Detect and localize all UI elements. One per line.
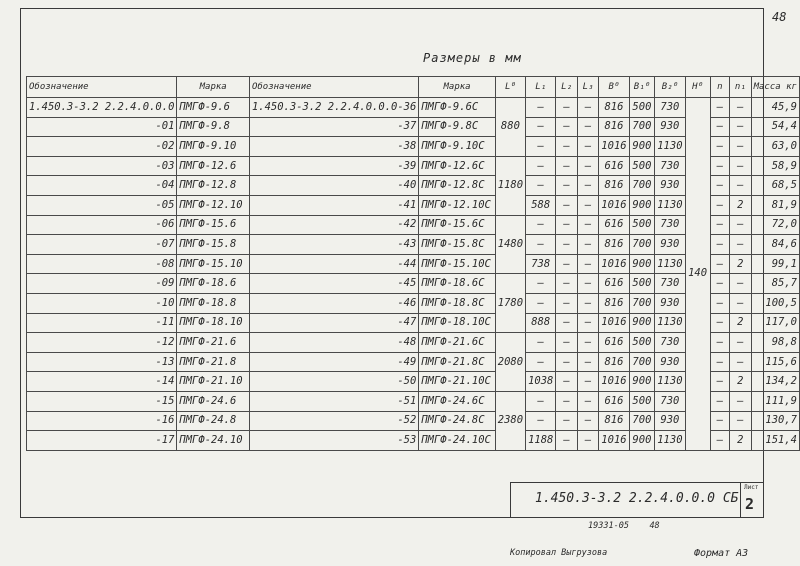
mass-cell: 117,0 xyxy=(751,313,799,333)
designation-cell: -43 xyxy=(249,235,418,255)
table-row xyxy=(27,215,800,235)
l3-cell: — xyxy=(577,352,598,372)
n-cell: — xyxy=(710,195,729,215)
designation-cell: -39 xyxy=(249,156,418,176)
l2-cell: — xyxy=(556,98,577,118)
mark-cell: ПМГФ-9.6 xyxy=(177,98,250,118)
height-cell: 140 xyxy=(685,98,710,451)
b1-cell: 700 xyxy=(629,352,655,372)
l2-cell: — xyxy=(556,235,577,255)
b-cell: 816 xyxy=(599,293,629,313)
l1-cell: — xyxy=(526,391,556,411)
l1-cell: — xyxy=(526,411,556,431)
n1-cell: — xyxy=(730,137,751,157)
mark-cell: ПМГФ-21.10С xyxy=(419,372,495,392)
mark-cell: ПМГФ-12.10 xyxy=(177,195,250,215)
l1-cell: — xyxy=(526,176,556,196)
l1-cell: 738 xyxy=(526,254,556,274)
mass-cell: 99,1 xyxy=(751,254,799,274)
b-cell: 1016 xyxy=(599,431,629,451)
b-cell: 616 xyxy=(599,274,629,294)
mass-cell: 134,2 xyxy=(751,372,799,392)
footer-doc-id: 19331-05 xyxy=(588,521,629,531)
l1-cell: 1038 xyxy=(526,372,556,392)
designation-cell: -03 xyxy=(27,156,177,176)
mark-cell: ПМГФ-18.10 xyxy=(177,313,250,333)
length-cell: 2380 xyxy=(495,391,525,450)
designation-cell: -15 xyxy=(27,391,177,411)
mark-cell: ПМГФ-15.10С xyxy=(419,254,495,274)
l3-cell: — xyxy=(577,98,598,118)
table-row xyxy=(27,117,800,137)
copied-by: Копировал Выгрузова xyxy=(510,548,608,558)
l1-cell: — xyxy=(526,235,556,255)
mark-cell: ПМГФ-12.6С xyxy=(419,156,495,176)
mark-cell: ПМГФ-15.8 xyxy=(177,235,250,255)
l2-cell: — xyxy=(556,372,577,392)
mark-cell: ПМГФ-18.6 xyxy=(177,274,250,294)
n-cell: — xyxy=(710,235,729,255)
b-cell: 1016 xyxy=(599,313,629,333)
b1-cell: 700 xyxy=(629,235,655,255)
b1-cell: 700 xyxy=(629,411,655,431)
table-row xyxy=(27,254,800,274)
b2-cell: 930 xyxy=(655,176,685,196)
b2-cell: 730 xyxy=(655,98,685,118)
designation-cell: -01 xyxy=(27,117,177,137)
n-cell: — xyxy=(710,293,729,313)
mark-cell: ПМГФ-12.8 xyxy=(177,176,250,196)
b2-cell: 930 xyxy=(655,352,685,372)
n1-cell: — xyxy=(730,293,751,313)
n-cell: — xyxy=(710,391,729,411)
l3-cell: — xyxy=(577,313,598,333)
designation-cell: -44 xyxy=(249,254,418,274)
n-cell: — xyxy=(710,274,729,294)
b1-cell: 700 xyxy=(629,293,655,313)
designation-cell: -07 xyxy=(27,235,177,255)
n1-cell: — xyxy=(730,235,751,255)
length-cell: 1480 xyxy=(495,215,525,274)
l2-cell: — xyxy=(556,117,577,137)
b2-cell: 930 xyxy=(655,411,685,431)
b2-cell: 1130 xyxy=(655,195,685,215)
mark-cell: ПМГФ-21.8С xyxy=(419,352,495,372)
column-header: n xyxy=(710,77,729,98)
l2-cell: — xyxy=(556,391,577,411)
mass-cell: 115,6 xyxy=(751,352,799,372)
designation-cell: -10 xyxy=(27,293,177,313)
document-code: 1.450.3-3.2 2.2.4.0.0.0 СБ xyxy=(535,491,739,506)
designation-cell: -02 xyxy=(27,137,177,157)
n-cell: — xyxy=(710,313,729,333)
n1-cell: 2 xyxy=(730,195,751,215)
mass-cell: 45,9 xyxy=(751,98,799,118)
mark-cell: ПМГФ-15.8С xyxy=(419,235,495,255)
designation-cell: -53 xyxy=(249,431,418,451)
n-cell: — xyxy=(710,372,729,392)
designation-cell: -12 xyxy=(27,333,177,353)
table-row xyxy=(27,274,800,294)
footer-doc-number xyxy=(588,521,660,531)
b2-cell: 930 xyxy=(655,117,685,137)
n-cell: — xyxy=(710,137,729,157)
designation-cell: -09 xyxy=(27,274,177,294)
b1-cell: 900 xyxy=(629,254,655,274)
n-cell: — xyxy=(710,176,729,196)
designation-cell: -14 xyxy=(27,372,177,392)
column-header: n₁ xyxy=(730,77,751,98)
column-header: Марка xyxy=(419,77,495,98)
n1-cell: 2 xyxy=(730,313,751,333)
b2-cell: 730 xyxy=(655,156,685,176)
n-cell: — xyxy=(710,156,729,176)
mass-cell: 85,7 xyxy=(751,274,799,294)
n1-cell: — xyxy=(730,391,751,411)
table-row xyxy=(27,195,800,215)
l2-cell: — xyxy=(556,333,577,353)
mark-cell: ПМГФ-18.6С xyxy=(419,274,495,294)
mass-cell: 98,8 xyxy=(751,333,799,353)
b2-cell: 730 xyxy=(655,274,685,294)
sizes-header: Размеры в мм xyxy=(423,51,522,65)
l3-cell: — xyxy=(577,293,598,313)
b-cell: 816 xyxy=(599,352,629,372)
l2-cell: — xyxy=(556,313,577,333)
designation-cell: -48 xyxy=(249,333,418,353)
b2-cell: 1130 xyxy=(655,137,685,157)
mass-cell: 58,9 xyxy=(751,156,799,176)
l2-cell: — xyxy=(556,431,577,451)
b1-cell: 700 xyxy=(629,117,655,137)
mass-cell: 63,0 xyxy=(751,137,799,157)
b2-cell: 730 xyxy=(655,215,685,235)
b-cell: 616 xyxy=(599,391,629,411)
designation-cell: -05 xyxy=(27,195,177,215)
n-cell: — xyxy=(710,352,729,372)
l2-cell: — xyxy=(556,411,577,431)
table-row xyxy=(27,411,800,431)
b2-cell: 730 xyxy=(655,391,685,411)
mark-cell: ПМГФ-9.10С xyxy=(419,137,495,157)
column-header: Обозначение xyxy=(27,77,177,98)
l1-cell: — xyxy=(526,215,556,235)
designation-cell: -41 xyxy=(249,195,418,215)
mass-cell: 72,0 xyxy=(751,215,799,235)
n-cell: — xyxy=(710,411,729,431)
b-cell: 616 xyxy=(599,333,629,353)
l1-cell: 888 xyxy=(526,313,556,333)
designation-cell: -49 xyxy=(249,352,418,372)
column-header: L₃ xyxy=(577,77,598,98)
table-row xyxy=(27,352,800,372)
n-cell: — xyxy=(710,98,729,118)
b2-cell: 1130 xyxy=(655,431,685,451)
mark-cell: ПМГФ-21.6 xyxy=(177,333,250,353)
column-header: H⁰ xyxy=(685,77,710,98)
l2-cell: — xyxy=(556,176,577,196)
l3-cell: — xyxy=(577,176,598,196)
b2-cell: 1130 xyxy=(655,372,685,392)
column-header: Масса кг xyxy=(751,77,799,98)
l3-cell: — xyxy=(577,372,598,392)
l2-cell: — xyxy=(556,195,577,215)
l1-cell: — xyxy=(526,98,556,118)
n1-cell: — xyxy=(730,352,751,372)
b2-cell: 930 xyxy=(655,235,685,255)
b1-cell: 900 xyxy=(629,137,655,157)
column-header: B⁰ xyxy=(599,77,629,98)
designation-cell: 1.450.3-3.2 2.2.4.0.0.0-36 xyxy=(249,98,418,118)
column-header: L₂ xyxy=(556,77,577,98)
l2-cell: — xyxy=(556,352,577,372)
mark-cell: ПМГФ-12.6 xyxy=(177,156,250,176)
l1-cell: — xyxy=(526,293,556,313)
mark-cell: ПМГФ-21.6С xyxy=(419,333,495,353)
n1-cell: 2 xyxy=(730,372,751,392)
length-cell: 2080 xyxy=(495,333,525,392)
n1-cell: — xyxy=(730,333,751,353)
mass-cell: 100,5 xyxy=(751,293,799,313)
designation-cell: -13 xyxy=(27,352,177,372)
mark-cell: ПМГФ-9.6С xyxy=(419,98,495,118)
b2-cell: 930 xyxy=(655,293,685,313)
l2-cell: — xyxy=(556,293,577,313)
table-row xyxy=(27,176,800,196)
b2-cell: 730 xyxy=(655,333,685,353)
designation-cell: -42 xyxy=(249,215,418,235)
b-cell: 1016 xyxy=(599,137,629,157)
designation-cell: -45 xyxy=(249,274,418,294)
mark-cell: ПМГФ-24.6 xyxy=(177,391,250,411)
column-header: L₁ xyxy=(526,77,556,98)
sheet-box xyxy=(740,483,763,517)
mark-cell: ПМГФ-21.8 xyxy=(177,352,250,372)
n1-cell: — xyxy=(730,98,751,118)
mass-cell: 151,4 xyxy=(751,431,799,451)
n1-cell: 2 xyxy=(730,431,751,451)
b1-cell: 500 xyxy=(629,391,655,411)
b2-cell: 1130 xyxy=(655,313,685,333)
l3-cell: — xyxy=(577,137,598,157)
designation-cell: -40 xyxy=(249,176,418,196)
table-row xyxy=(27,372,800,392)
b-cell: 1016 xyxy=(599,372,629,392)
n1-cell: — xyxy=(730,156,751,176)
designation-cell: -52 xyxy=(249,411,418,431)
table-row xyxy=(27,333,800,353)
mark-cell: ПМГФ-9.8 xyxy=(177,117,250,137)
b1-cell: 900 xyxy=(629,372,655,392)
length-cell: 1180 xyxy=(495,156,525,215)
l1-cell: — xyxy=(526,156,556,176)
l1-cell: 588 xyxy=(526,195,556,215)
designation-cell: -50 xyxy=(249,372,418,392)
mark-cell: ПМГФ-15.6С xyxy=(419,215,495,235)
n1-cell: — xyxy=(730,176,751,196)
mass-cell: 68,5 xyxy=(751,176,799,196)
mark-cell: ПМГФ-15.6 xyxy=(177,215,250,235)
l1-cell: 1188 xyxy=(526,431,556,451)
n1-cell: — xyxy=(730,411,751,431)
designation-cell: -11 xyxy=(27,313,177,333)
l3-cell: — xyxy=(577,333,598,353)
l3-cell: — xyxy=(577,431,598,451)
mark-cell: ПМГФ-9.10 xyxy=(177,137,250,157)
b-cell: 816 xyxy=(599,98,629,118)
column-header: B₁⁰ xyxy=(629,77,655,98)
b1-cell: 500 xyxy=(629,333,655,353)
length-cell: 880 xyxy=(495,98,525,157)
mass-cell: 111,9 xyxy=(751,391,799,411)
l3-cell: — xyxy=(577,411,598,431)
b-cell: 616 xyxy=(599,156,629,176)
b1-cell: 900 xyxy=(629,313,655,333)
mass-cell: 84,6 xyxy=(751,235,799,255)
mark-cell: ПМГФ-18.8 xyxy=(177,293,250,313)
table-row xyxy=(27,313,800,333)
l1-cell: — xyxy=(526,333,556,353)
n-cell: — xyxy=(710,333,729,353)
l1-cell: — xyxy=(526,352,556,372)
table-row xyxy=(27,293,800,313)
b-cell: 616 xyxy=(599,215,629,235)
l3-cell: — xyxy=(577,215,598,235)
table-row xyxy=(27,391,800,411)
l2-cell: — xyxy=(556,254,577,274)
l2-cell: — xyxy=(556,274,577,294)
designation-cell: -46 xyxy=(249,293,418,313)
mark-cell: ПМГФ-12.10С xyxy=(419,195,495,215)
b1-cell: 900 xyxy=(629,195,655,215)
sheet-label: Лист xyxy=(744,484,759,491)
specification-table xyxy=(26,76,800,451)
b1-cell: 500 xyxy=(629,274,655,294)
mass-cell: 54,4 xyxy=(751,117,799,137)
l3-cell: — xyxy=(577,274,598,294)
mark-cell: ПМГФ-21.10 xyxy=(177,372,250,392)
paper-format: Формат А3 xyxy=(694,548,749,559)
designation-cell: -17 xyxy=(27,431,177,451)
l1-cell: — xyxy=(526,117,556,137)
footer-page: 48 xyxy=(649,521,660,531)
mark-cell: ПМГФ-24.10 xyxy=(177,431,250,451)
page-number: 48 xyxy=(772,10,787,24)
l2-cell: — xyxy=(556,156,577,176)
mark-cell: ПМГФ-24.6С xyxy=(419,391,495,411)
b-cell: 816 xyxy=(599,411,629,431)
designation-cell: 1.450.3-3.2 2.2.4.0.0.0 xyxy=(27,98,177,118)
mark-cell: ПМГФ-24.8 xyxy=(177,411,250,431)
n1-cell: — xyxy=(730,274,751,294)
l1-cell: — xyxy=(526,137,556,157)
length-cell: 1780 xyxy=(495,274,525,333)
designation-cell: -16 xyxy=(27,411,177,431)
n1-cell: — xyxy=(730,215,751,235)
designation-cell: -08 xyxy=(27,254,177,274)
table-row xyxy=(27,98,800,118)
l3-cell: — xyxy=(577,235,598,255)
b2-cell: 1130 xyxy=(655,254,685,274)
n-cell: — xyxy=(710,215,729,235)
column-header: B₂⁰ xyxy=(655,77,685,98)
designation-cell: -06 xyxy=(27,215,177,235)
mark-cell: ПМГФ-24.8С xyxy=(419,411,495,431)
b1-cell: 900 xyxy=(629,431,655,451)
n1-cell: — xyxy=(730,117,751,137)
l1-cell: — xyxy=(526,274,556,294)
table-row xyxy=(27,431,800,451)
column-header: Обозначение xyxy=(249,77,418,98)
designation-cell: -38 xyxy=(249,137,418,157)
mark-cell: ПМГФ-9.8С xyxy=(419,117,495,137)
mark-cell: ПМГФ-24.10С xyxy=(419,431,495,451)
mark-cell: ПМГФ-18.10С xyxy=(419,313,495,333)
l3-cell: — xyxy=(577,254,598,274)
b-cell: 816 xyxy=(599,235,629,255)
designation-cell: -47 xyxy=(249,313,418,333)
mark-cell: ПМГФ-18.8С xyxy=(419,293,495,313)
sheet-number: 2 xyxy=(745,495,755,513)
n1-cell: 2 xyxy=(730,254,751,274)
l2-cell: — xyxy=(556,215,577,235)
b1-cell: 700 xyxy=(629,176,655,196)
designation-cell: -37 xyxy=(249,117,418,137)
b-cell: 816 xyxy=(599,117,629,137)
n-cell: — xyxy=(710,117,729,137)
l3-cell: — xyxy=(577,156,598,176)
title-block xyxy=(510,482,764,518)
b-cell: 816 xyxy=(599,176,629,196)
table-row xyxy=(27,137,800,157)
table-row xyxy=(27,156,800,176)
b1-cell: 500 xyxy=(629,156,655,176)
n-cell: — xyxy=(710,431,729,451)
mark-cell: ПМГФ-12.8С xyxy=(419,176,495,196)
mass-cell: 130,7 xyxy=(751,411,799,431)
mark-cell: ПМГФ-15.10 xyxy=(177,254,250,274)
b-cell: 1016 xyxy=(599,254,629,274)
l2-cell: — xyxy=(556,137,577,157)
mass-cell: 81,9 xyxy=(751,195,799,215)
l3-cell: — xyxy=(577,195,598,215)
l3-cell: — xyxy=(577,391,598,411)
table-header-row xyxy=(27,77,800,98)
n-cell: — xyxy=(710,254,729,274)
l3-cell: — xyxy=(577,117,598,137)
column-header: Марка xyxy=(177,77,250,98)
table-row xyxy=(27,235,800,255)
designation-cell: -51 xyxy=(249,391,418,411)
b-cell: 1016 xyxy=(599,195,629,215)
b1-cell: 500 xyxy=(629,98,655,118)
designation-cell: -04 xyxy=(27,176,177,196)
column-header: L⁰ xyxy=(495,77,525,98)
b1-cell: 500 xyxy=(629,215,655,235)
